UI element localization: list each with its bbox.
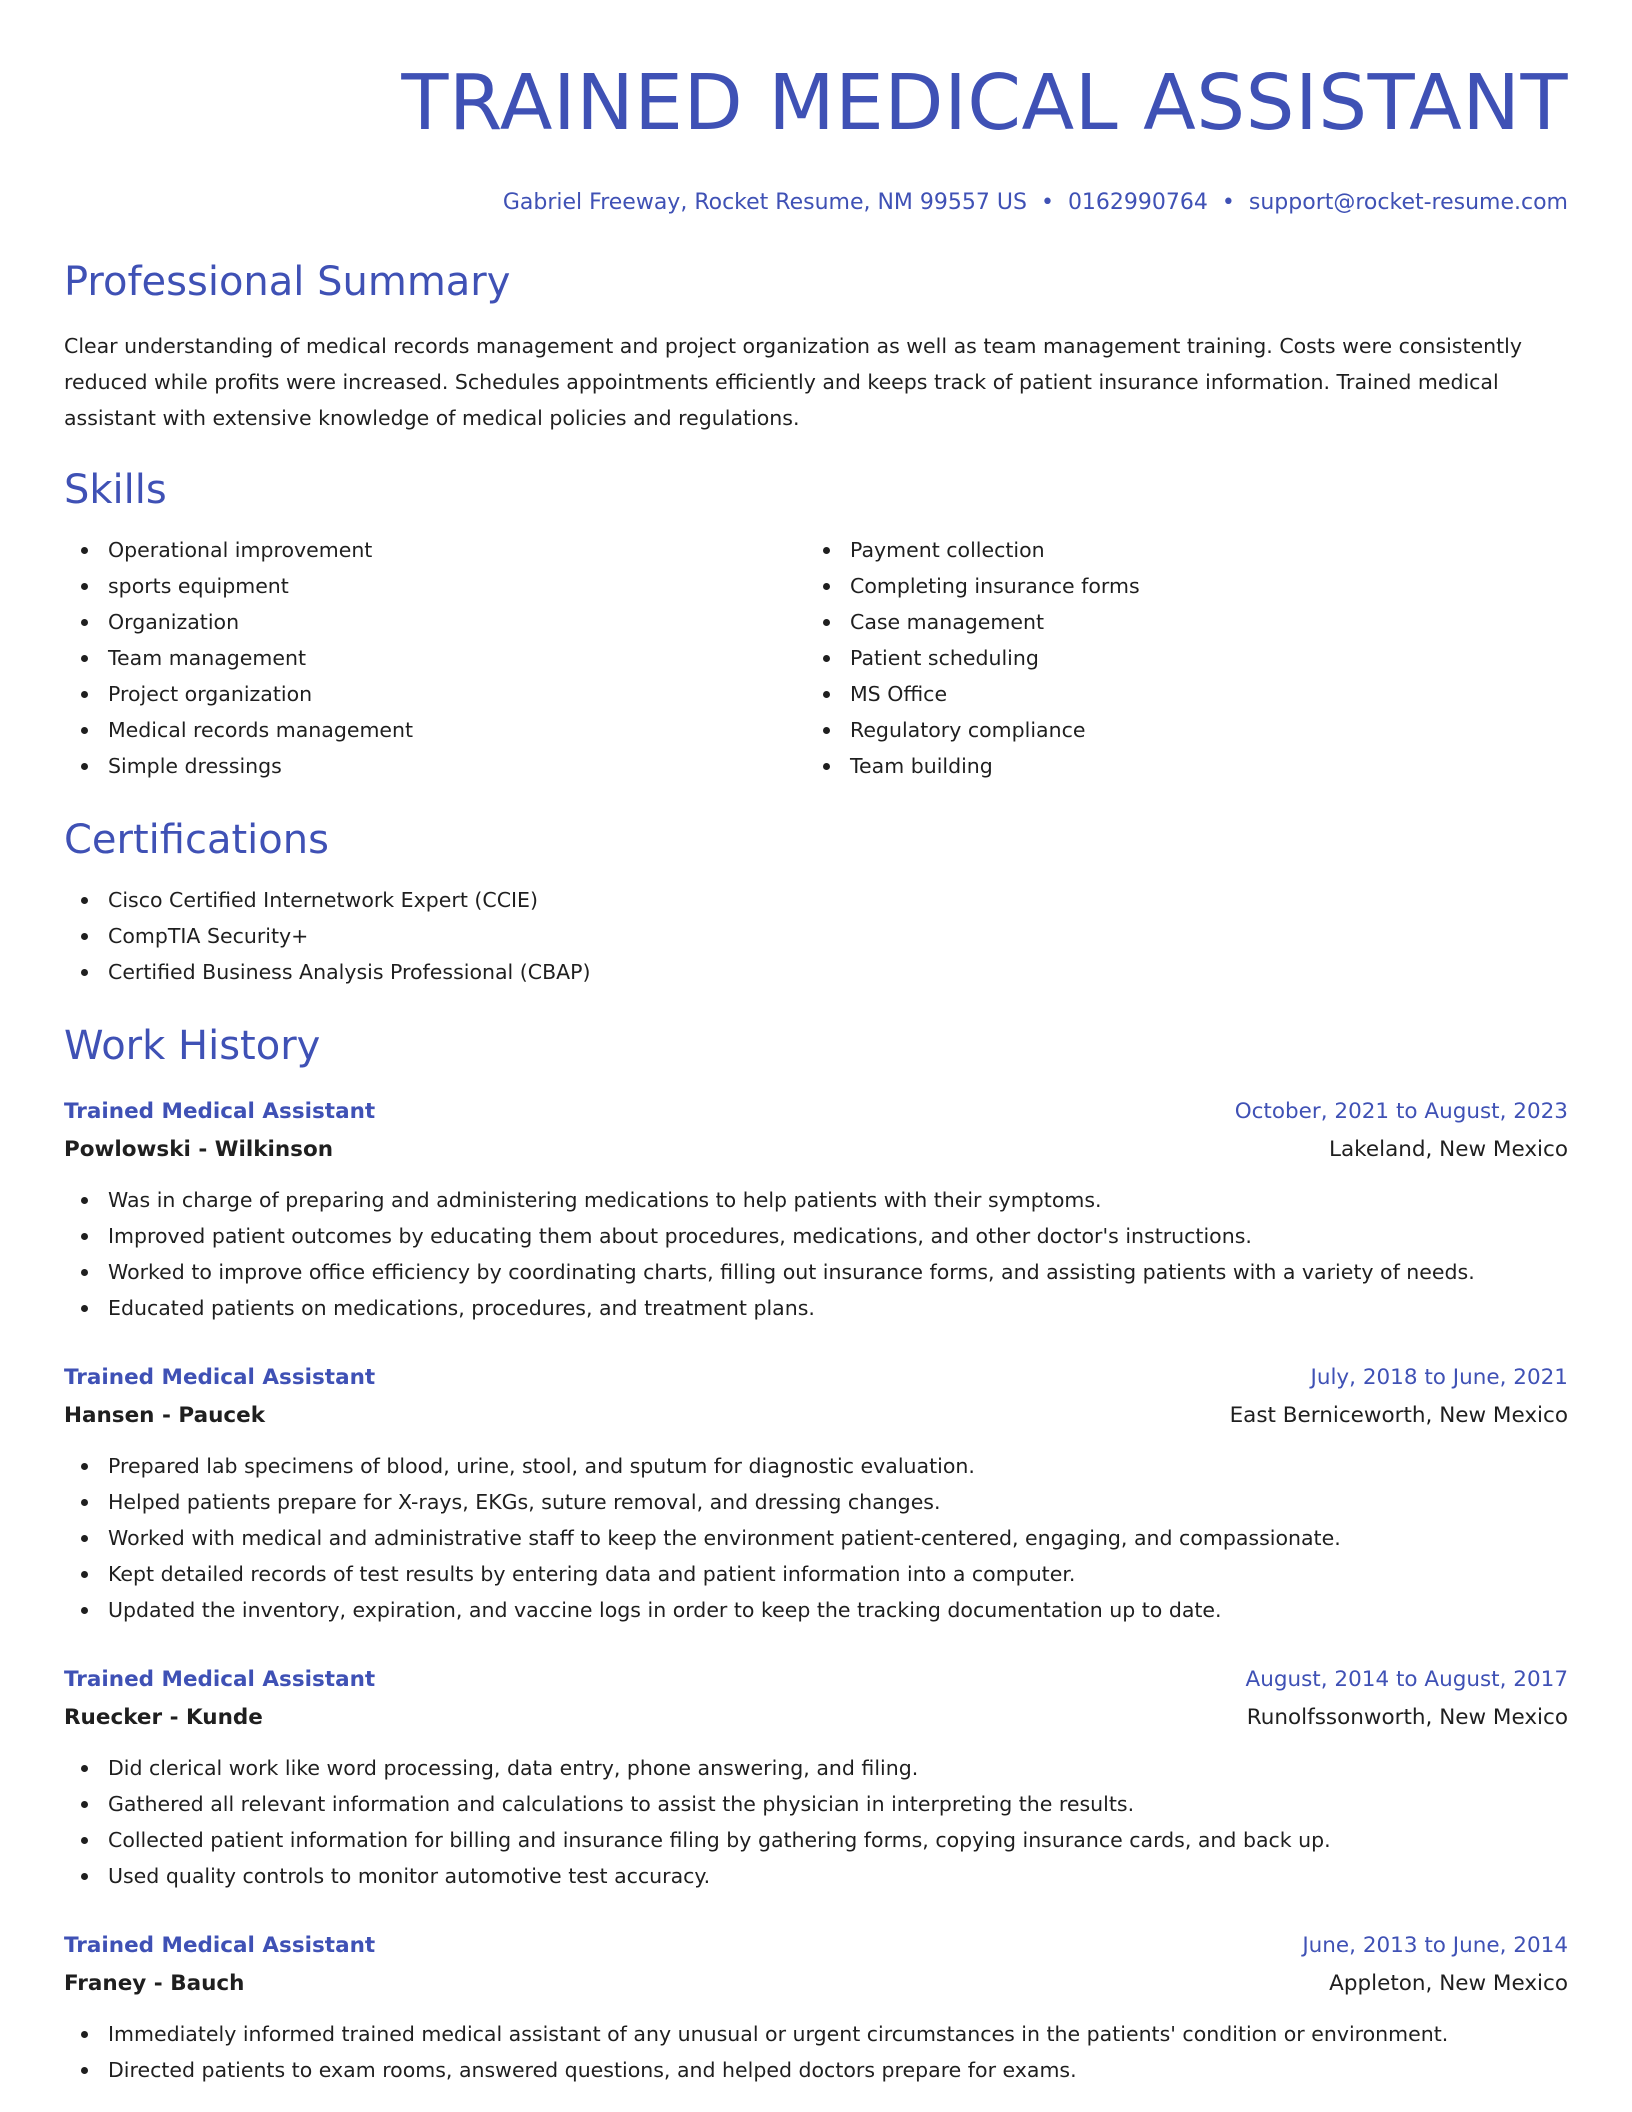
job-duty-item: Improved patient outcomes by educating them about procedures, medications, and other doctor's instructions. [64, 1218, 1568, 1254]
job-entry [64, 1094, 1568, 1326]
skill-item: Project organization [64, 676, 806, 712]
job-duties-list [64, 1750, 1568, 1894]
job-location: Appleton, New Mexico [1329, 1971, 1568, 1996]
skill-item: Simple dressings [64, 748, 806, 784]
job-title: Trained Medical Assistant [64, 1099, 376, 1124]
section-title-summary: Professional Summary [64, 259, 511, 305]
skill-item: sports equipment [64, 568, 806, 604]
job-duty-item: Worked to improve office efficiency by coordinating charts, filling out insurance forms, and assisting patients with a variety of needs. [64, 1254, 1568, 1290]
job-company: Powlowski - Wilkinson [64, 1137, 334, 1162]
job-company: Ruecker - Kunde [64, 1705, 263, 1730]
job-duty-item: Collected patient information for billing and insurance filing by gathering forms, copying insurance cards, and back up. [64, 1822, 1568, 1858]
summary-text: Clear understanding of medical records management and project organization as well as team management training. Costs were consistently reduced while profits were increased. Schedules appointments efficiently and keeps track of patient insurance information. Trained medical assistant with extensive knowledge of medical policies and regulations. [64, 334, 1522, 430]
contact-separator: • [1221, 190, 1235, 215]
job-location: East Berniceworth, New Mexico [1229, 1403, 1568, 1428]
job-duties-list [64, 1448, 1568, 1628]
contact-phone: 0162990764 [1067, 190, 1208, 215]
work-history-section [64, 1020, 1568, 2088]
resume-header [64, 0, 1568, 218]
contact-email[interactable]: support@rocket-resume.com [1248, 190, 1568, 215]
job-dates: October, 2021 to August, 2023 [1234, 1099, 1568, 1124]
job-entry [64, 1928, 1568, 2088]
job-location: Runolfssonworth, New Mexico [1246, 1705, 1568, 1730]
job-company-row [64, 1698, 1568, 1738]
job-duties-list [64, 1182, 1568, 1326]
job-duty-item: Prepared lab specimens of blood, urine, stool, and sputum for diagnostic evaluation. [64, 1448, 1568, 1484]
job-duty-item: Educated patients on medications, procedures, and treatment plans. [64, 1290, 1568, 1326]
skill-item: Regulatory compliance [806, 712, 1548, 748]
certification-item: Cisco Certified Internetwork Expert (CCIE) [64, 882, 1568, 918]
job-duty-item: Worked with medical and administrative staff to keep the environment patient-centered, engaging, and compassionate. [64, 1520, 1568, 1556]
skill-item: Payment collection [806, 532, 1548, 568]
job-header-row [64, 1662, 1568, 1698]
contact-separator: • [1040, 190, 1054, 215]
skill-item: Organization [64, 604, 806, 640]
skill-item: Patient scheduling [806, 640, 1548, 676]
skill-item: Operational improvement [64, 532, 806, 568]
job-company-row [64, 1130, 1568, 1170]
job-title: Trained Medical Assistant [64, 1365, 376, 1390]
job-header-row [64, 1360, 1568, 1396]
contact-address: Gabriel Freeway, Rocket Resume, NM 99557 US [502, 190, 1027, 215]
job-company-row [64, 1396, 1568, 1436]
job-duty-item: Gathered all relevant information and calculations to assist the physician in interpreting the results. [64, 1786, 1568, 1822]
skill-item: Team building [806, 748, 1548, 784]
skills-list-left [64, 532, 806, 784]
job-duty-item: Helped patients prepare for X-rays, EKGs, suture removal, and dressing changes. [64, 1484, 1568, 1520]
job-dates: August, 2014 to August, 2017 [1245, 1667, 1568, 1692]
section-title-certifications: Certifications [64, 817, 329, 863]
skills-columns [64, 532, 1568, 784]
job-header-row [64, 1094, 1568, 1130]
job-entry [64, 1662, 1568, 1894]
job-company-row [64, 1964, 1568, 2004]
job-dates: June, 2013 to June, 2014 [1302, 1933, 1568, 1958]
skills-list-right [806, 532, 1548, 784]
job-location: Lakeland, New Mexico [1329, 1137, 1568, 1162]
certifications-list [64, 882, 1568, 990]
job-duty-item: Directed patients to exam rooms, answered questions, and helped doctors prepare for exams. [64, 2052, 1568, 2088]
job-duty-item: Was in charge of preparing and administering medications to help patients with their symptoms. [64, 1182, 1568, 1218]
certification-item: CompTIA Security+ [64, 918, 1568, 954]
job-duty-item: Kept detailed records of test results by entering data and patient information into a computer. [64, 1556, 1568, 1592]
job-dates: July, 2018 to June, 2021 [1310, 1365, 1568, 1390]
job-entry [64, 1360, 1568, 1628]
candidate-name: TRAINED MEDICAL ASSISTANT [401, 59, 1568, 148]
job-duty-item: Updated the inventory, expiration, and vaccine logs in order to keep the tracking documentation up to date. [64, 1592, 1568, 1628]
job-duty-item: Did clerical work like word processing, data entry, phone answering, and filing. [64, 1750, 1568, 1786]
professional-summary-section [64, 256, 1568, 436]
job-duty-item: Immediately informed trained medical assistant of any unusual or urgent circumstances in the patients' condition or environment. [64, 2016, 1568, 2052]
job-duties-list [64, 2016, 1568, 2088]
job-title: Trained Medical Assistant [64, 1667, 376, 1692]
section-title-skills: Skills [64, 467, 167, 513]
skill-item: Medical records management [64, 712, 806, 748]
resume-page [64, 0, 1568, 2088]
skills-section [64, 464, 1568, 784]
job-company: Franey - Bauch [64, 1971, 245, 1996]
contact-line [64, 188, 1568, 218]
job-duty-item: Used quality controls to monitor automotive test accuracy. [64, 1858, 1568, 1894]
skill-item: MS Office [806, 676, 1548, 712]
skill-item: Completing insurance forms [806, 568, 1548, 604]
certifications-section [64, 814, 1568, 990]
certification-item: Certified Business Analysis Professional (CBAP) [64, 954, 1568, 990]
section-title-work-history: Work History [64, 1023, 321, 1069]
job-company: Hansen - Paucek [64, 1403, 266, 1428]
skill-item: Team management [64, 640, 806, 676]
skill-item: Case management [806, 604, 1548, 640]
job-header-row [64, 1928, 1568, 1964]
job-title: Trained Medical Assistant [64, 1933, 376, 1958]
